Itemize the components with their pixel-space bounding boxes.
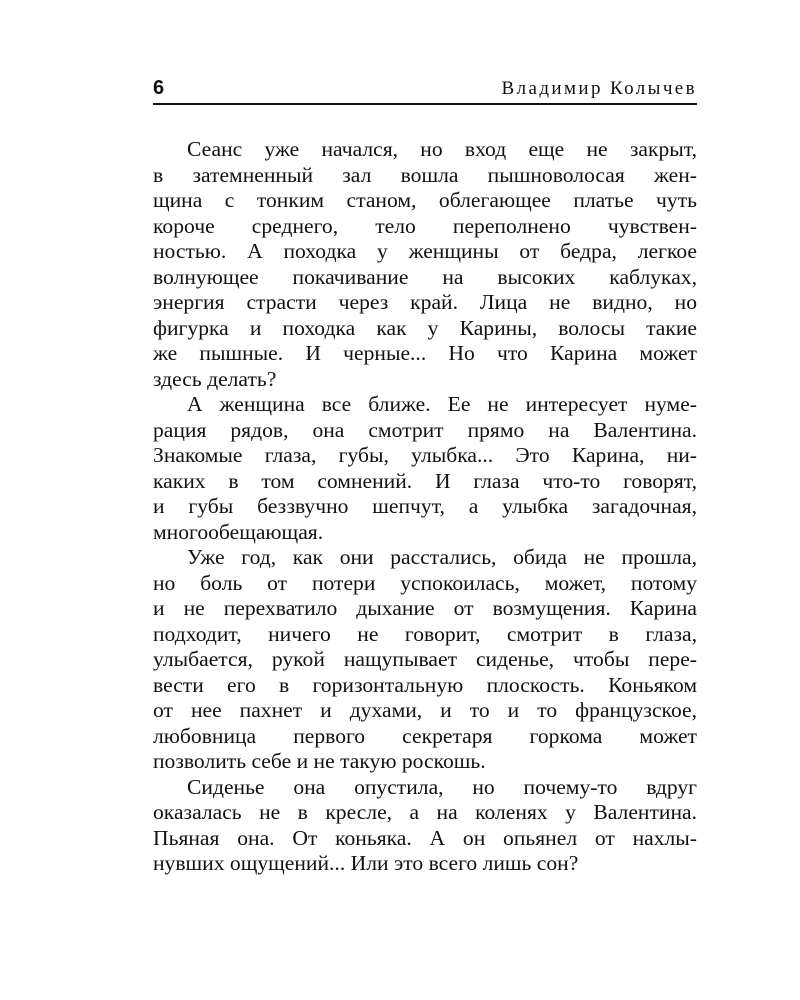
running-head (153, 76, 697, 104)
paragraph-1 (153, 137, 697, 392)
page-number: 6 (153, 77, 165, 99)
text-line: и не перехватило дыхание от возмущения. Карина (153, 596, 697, 620)
text-line: подходит, ничего не говорит, смотрит в глаза, (153, 621, 697, 646)
text-line: короче среднего, тело переполнено чувствен- (153, 213, 697, 238)
text-line: вести его в горизонтальную плоскость. Коньяком (153, 672, 697, 697)
text-line: здесь делать? (153, 366, 277, 391)
text-line: Знакомые глаза, губы, улыбка... Это Карина, ни- (153, 443, 697, 467)
text-line: любовница первого секретаря горкома может (153, 723, 697, 748)
text-line: рация рядов, она смотрит прямо на Валентина. (153, 417, 697, 442)
text-line: от нее пахнет и духами, и то и то французское, (153, 698, 697, 722)
text-line: волнующее покачивание на высоких каблуках, (153, 264, 697, 289)
author-name: Владимир Колычев (501, 78, 697, 99)
text-line: но боль от потери успокоилась, может, потому (153, 570, 697, 595)
text-line: в затемненный зал вошла пышноволосая жен- (153, 162, 697, 187)
text-line: Сеанс уже начался, но вход еще не закрыт, (187, 137, 697, 161)
text-line: ностью. А походка у женщины от бедра, легкое (153, 239, 697, 263)
text-line: оказалась не в кресле, а на коленях у Валентина. (153, 800, 697, 824)
paragraph-4 (153, 775, 697, 877)
text-line: позволить себе и не такую роскошь. (153, 749, 486, 773)
body-text (153, 137, 697, 877)
text-line: нувших ощущений... Или это всего лишь сон? (153, 851, 579, 875)
text-line: щина с тонким станом, облегающее платье чуть (153, 188, 697, 212)
text-line: улыбается, рукой нащупывает сиденье, чтобы пере- (153, 647, 697, 671)
text-line: же пышные. И черные... Но что Карина может (153, 341, 697, 365)
text-line: многообещающая. (153, 519, 324, 544)
text-line: Уже год, как они расстались, обида не прошла, (187, 545, 697, 569)
text-line: Сиденье она опустила, но почему-то вдруг (187, 774, 697, 799)
text-line: каких в том сомнений. И глаза что-то говорят, (153, 468, 697, 493)
text-line: А женщина все ближе. Ее не интересует нуме- (187, 392, 697, 416)
text-line: и губы беззвучно шепчут, а улыбка загадочная, (153, 494, 697, 518)
text-line: Пьяная она. От коньяка. А он опьянел от нахлы- (153, 825, 697, 850)
text-line: фигурка и походка как у Карины, волосы такие (153, 315, 697, 340)
header-rule (153, 103, 697, 105)
paragraph-3 (153, 545, 697, 775)
text-line: энергия страсти через край. Лица не видно, но (153, 290, 697, 314)
paragraph-2 (153, 392, 697, 545)
